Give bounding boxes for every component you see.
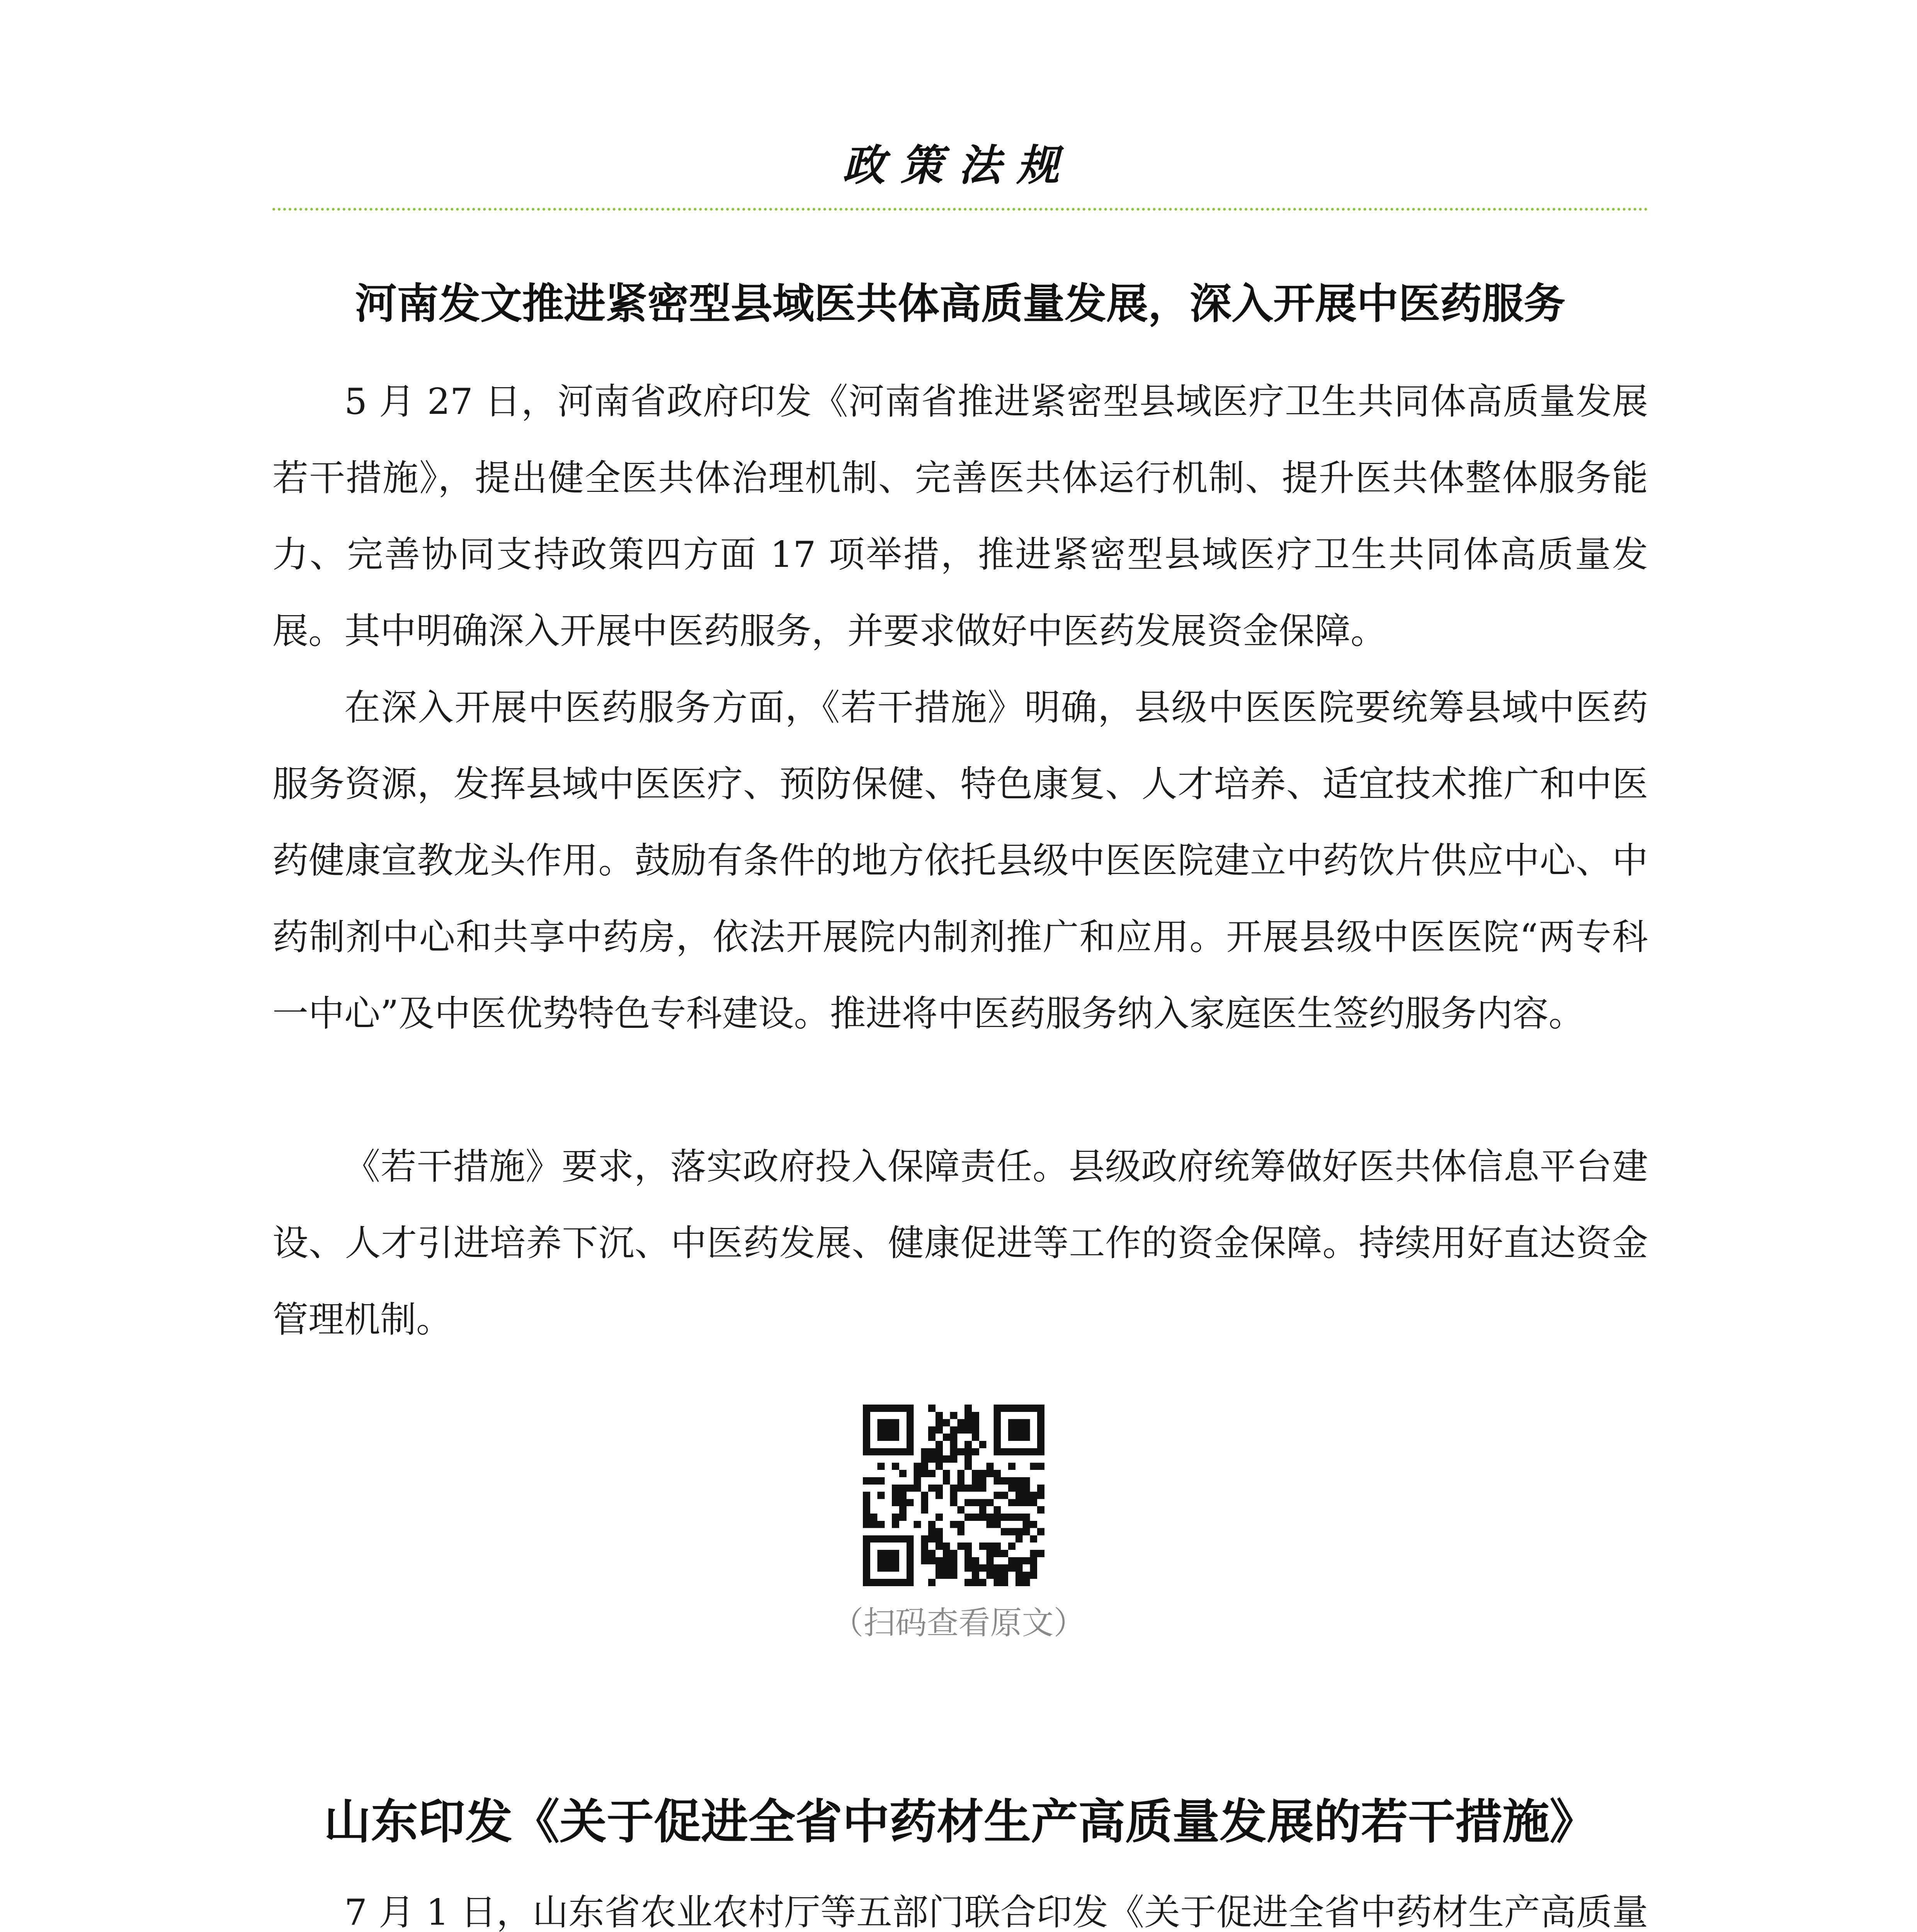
- section-header: 政策法规: [842, 140, 1075, 190]
- article-1-paragraph-1: 5 月 27 日，河南省政府印发《河南省推进紧密型县域医疗卫生共同体高质量发展若干措施》，提出健全医共体治理机制、完善医共体运行机制、提升医共体整体服务能力、完善协同支持政策四方面 17 项举措，推进紧密型县域医疗卫生共同体高质量发展。其中明确深入开展中医药服务，并要求做好中医药发展资金保障。: [272, 381, 1648, 652]
- article-2-title: 山东印发《关于促进全省中药材生产高质量发展的若干措施》: [324, 1794, 1597, 1849]
- qr-caption: （扫码查看原文）: [832, 1605, 1085, 1641]
- article-2-paragraph-1: 7 月 1 日，山东省农业农村厅等五部门联合印发《关于促进全省中药材生产高质量: [344, 1891, 1648, 1932]
- article-1-title: 河南发文推进紧密型县域医共体高质量发展，深入开展中医药服务: [355, 280, 1565, 328]
- header-divider: [272, 208, 1648, 211]
- qr-code[interactable]: [863, 1405, 1044, 1586]
- article-1-paragraph-2: 在深入开展中医药服务方面，《若干措施》明确，县级中医医院要统筹县域中医药服务资源，发挥县域中医医疗、预防保健、特色康复、人才培养、适宜技术推广和中医药健康宣教龙头作用。鼓励有条件的地方依托县级中医医院建立中药饮片供应中心、中药制剂中心和共享中药房，依法开展院内制剂推广和应用。开展县级中医医院“两专科一中心”及中医优势特色专科建设。推进将中医药服务纳入家庭医生签约服务内容。: [272, 687, 1648, 1034]
- article-1-paragraph-3: 《若干措施》要求，落实政府投入保障责任。县级政府统筹做好医共体信息平台建设、人才引进培养下沉、中医药发展、健康促进等工作的资金保障。持续用好直达资金管理机制。: [272, 1146, 1648, 1340]
